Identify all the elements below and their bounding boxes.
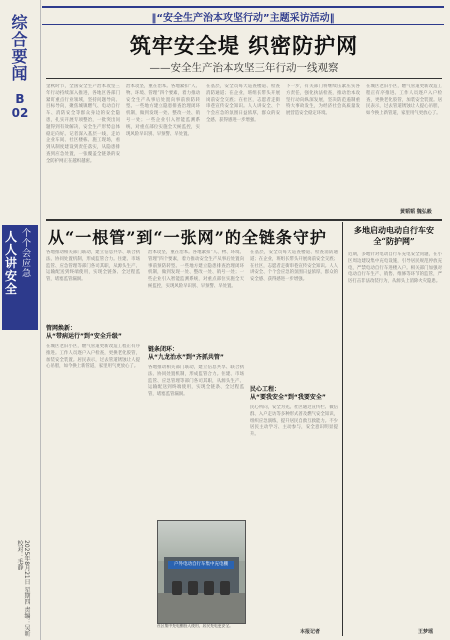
column-slogan: 个个会应急 xyxy=(22,229,32,279)
photo-bike xyxy=(188,581,198,595)
byline: 王梦瑶 xyxy=(418,629,434,635)
side-story-text: 近期，多地针对电动自行车充电安全问题，在小区周边建设集中充电设施，引导居民规范停放充电，严禁电动自行车进楼入户。相关部门加强对电动自行车生产、销售、维修等环节的监管，严厉打击非法改装行为，从源头上消除火灾隐患。 xyxy=(348,252,442,285)
page-number xyxy=(6,92,34,120)
article-text: 在城区老旧小区，燃气管道更新改造工程正有序推进。工作人员逐户入户检查，更换老化胶管，加装安全装置。居民表示，过去管道锈蚀让人提心吊胆，如今换上新管道，家里用气更放心了。 xyxy=(366,84,442,117)
photo-bike xyxy=(172,581,182,595)
subhead xyxy=(46,325,140,341)
article-text: 各地推动相关部门联动，建立信息共享、联合执法、协同处置机制，形成监管合力。住建、市场监管、应急管理等部门各司其职，从源头生产、运输配送到终端使用，实现全链条、全过程监管，堵塞监管漏洞。 xyxy=(46,250,140,283)
divider xyxy=(46,219,442,221)
section-name: 综合要闻 xyxy=(11,13,29,83)
main-subheadline: ——安全生产治本攻坚三年行动一线观察 xyxy=(149,62,339,74)
byline: 本报记者 xyxy=(300,629,321,635)
page-letter: B xyxy=(15,92,25,106)
subhead xyxy=(250,386,338,402)
article-text: 治本攻坚，重在治本。各地紧扣“人、物、环境、管理”四个要素，着力推动安全生产从事后处置向事前预防转型。一些地方建立隐患排查治理闭环机制，做到发现一处、整改一处、销号一处；一些企业引入智能监测系统，对重点部位实施全天候监控，实现风险早识别、早预警、早处置。 xyxy=(148,250,244,289)
news-photo xyxy=(157,520,246,624)
feature-band xyxy=(42,6,444,25)
photo-sign-text: 户外电动自行车集中充电棚 xyxy=(174,562,228,567)
photo-sign xyxy=(168,561,234,569)
subhead-line: 民心工程： xyxy=(250,386,281,393)
article-text: 在基层，安全员每天巡查楼道、检查消防通道；在企业，班组长带头开展岗前安全交底；在社区，志愿者走街串巷宣传安全知识。人人讲安全、个个会应急的氛围日益浓厚，群众的安全感、获得感进一步增强。 xyxy=(206,84,280,123)
left-rail xyxy=(0,0,41,640)
article-text: 民心所向，安全为先。社区通过宣传栏、微信群、入户走访等多种形式普及燃气安全知识，组织应急演练，提升居民自救互救能力。不少居民主动学习、主动参与，安全意识明显提升。 xyxy=(250,405,338,438)
article-text: 在城区老旧小区，燃气管道更新改造工程正有序推进。工作人员逐户入户检查，更换老化胶管，加装安全装置。居民表示，过去管道锈蚀让人提心吊胆，如今换上新管道，家里用气更放心了。 xyxy=(46,344,140,370)
photo-sky xyxy=(158,521,245,561)
subhead-line: 从“九龙治水”到“齐抓共管” xyxy=(148,354,224,361)
column-name: 人人讲安全 xyxy=(5,230,18,296)
subhead-line: 管网焕新： xyxy=(46,325,77,332)
page-footer: 2025年8月21日 星期四 责编：吴昕 校对：毛静 xyxy=(16,540,30,637)
article-text: 下一步，有关部门将继续压紧压实各方责任，强化执法检查，推动治本攻坚行动向纵深发展，坚决防范遏制重特大事故发生，为经济社会高质量发展营造安全稳定环境。 xyxy=(286,84,360,117)
article-text: 在基层，安全员每天巡查楼道、检查消防通道；在企业，班组长带头开展岗前安全交底；在社区，志愿者走街串巷宣传安全知识。人人讲安全、个个会应急的氛围日益浓厚，群众的安全感、获得感进一步增强。 xyxy=(250,250,338,283)
photo-bike xyxy=(220,581,230,595)
page-digits: 02 xyxy=(11,106,29,120)
article-text: 各地推动相关部门联动，建立信息共享、联合执法、协同处置机制，形成监管合力。住建、市场监管、应急管理等部门各司其职，从源头生产、运输配送到终端使用，实现全链条、全过程监管，堵塞监管漏洞。 xyxy=(148,365,244,398)
feature-band-text: ‖“安全生产治本攻坚行动”主题采访活动‖ xyxy=(151,13,335,24)
photo-caption: 社区集中充电棚投入使用，居民充电更安全。 xyxy=(157,623,233,628)
column-badge xyxy=(2,225,38,330)
subhead-line: 链条闭环： xyxy=(148,346,179,353)
article-text: 治本攻坚，重在治本。各地紧扣“人、物、环境、管理”四个要素，着力推动安全生产从事后处置向事前预防转型。一些地方建立隐患排查治理闭环机制，做到发现一处、整改一处、销号一处；一些企业引入智能监测系统，对重点部位实施全天候监控，实现风险早识别、早预警、早处置。 xyxy=(126,84,200,137)
subhead xyxy=(148,346,244,362)
divider xyxy=(46,78,442,79)
column-divider xyxy=(342,222,343,636)
main-headline: 筑牢安全堤 织密防护网 xyxy=(129,33,359,58)
article-text: 金秋时节，全国安全生产治本攻坚三年行动持续深入推进，各地区各部门紧盯重点行业领域，坚持问题导向、目标导向，聚焦城镇燃气、电动自行车、消防安全等群众身边的安全隐患，扎实开展专项整治，一批突出问题得到有效解决，安全生产形势总体稳定向好。记者深入基层一线，走访企业车间、社区楼栋、施工现场，看到从制度建设到责任落实，从隐患排查到应急处置，一张覆盖全链条的安全防护网正在越织越密。 xyxy=(46,84,120,164)
subhead-line: 从“要我安全”到“我要安全” xyxy=(250,394,326,401)
byline: 黄韬韬 魏弘毅 xyxy=(400,209,432,215)
photo-ground xyxy=(158,593,245,623)
second-headline: 从“一根管”到“一张网”的全链条守护 xyxy=(48,228,327,247)
subhead-line: 从“带病运行”到“安全升级” xyxy=(46,333,122,340)
photo-bike xyxy=(204,581,214,595)
side-story-title: 多地启动电动自行车安全“防护网” xyxy=(354,225,434,246)
